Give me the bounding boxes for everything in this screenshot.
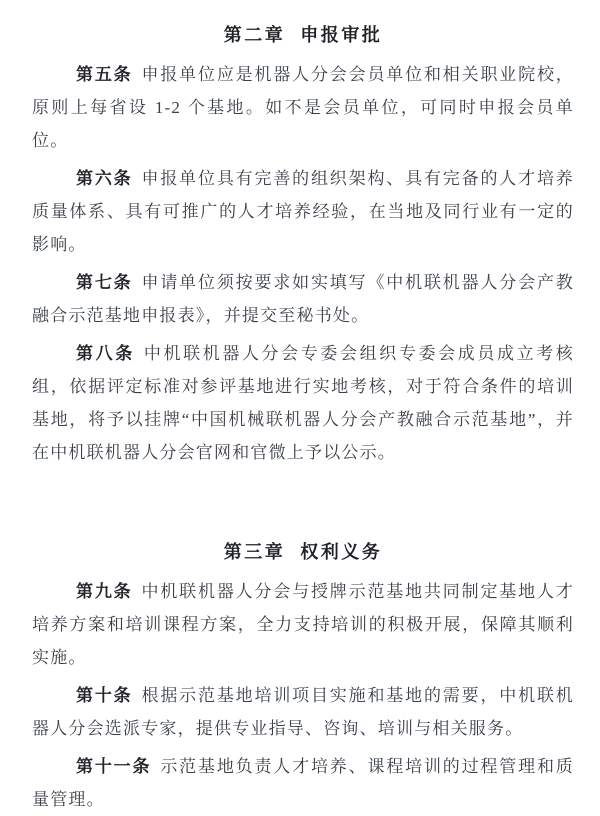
article-10-text: 根据示范基地培训项目实施和基地的需要，中机联机器人分会选派专家，提供专业指导、咨询、培训与相关服务。 [32,686,574,738]
chapter-3-heading: 第三章 权利义务 [223,542,383,562]
chapter-2-heading: 第二章 申报审批 [223,25,383,45]
article-7-text: 申请单位须按要求如实填写《中机联机器人分会产教融合示范基地申报表》，并提交至秘书处。 [32,273,574,325]
article-9-label: 第九条 [76,582,133,601]
article-10 [32,679,574,745]
article-6-label: 第六条 [76,169,133,188]
article-9-text: 中机联机器人分会与授牌示范基地共同制定基地人才培养方案和培训课程方案，全力支持培训的积极开展，保障其顺利实施。 [32,582,574,667]
article-11 [32,750,574,816]
article-6 [32,162,574,261]
article-6-text: 申报单位具有完善的组织架构、具有完备的人才培养质量体系、具有可推广的人才培养经验，在当地及同行业有一定的影响。 [32,169,574,254]
article-8-text: 中机联机器人分会专委会组织专委会成员成立考核组，依据评定标准对参评基地进行实地考核，对于符合条件的培训基地，将予以挂牌“中国机械联机器人分会产教融合示范基地”，并在中机联机器人分会官网和官微上予以公示。 [32,344,574,462]
article-5 [32,58,574,157]
article-9 [32,575,574,674]
article-11-text: 示范基地负责人才培养、课程培训的过程管理和质量管理。 [32,757,574,809]
article-8-label: 第八条 [76,344,135,363]
article-10-label: 第十条 [76,686,133,705]
article-11-label: 第十一条 [76,757,152,776]
article-8 [32,337,574,469]
article-7 [32,266,574,332]
article-5-label: 第五条 [76,65,133,84]
article-7-label: 第七条 [76,273,133,292]
article-5-text: 申报单位应是机器人分会会员单位和相关职业院校，原则上每省设 1-2 个基地。如不是会员单位，可同时申报会员单位。 [32,65,574,150]
